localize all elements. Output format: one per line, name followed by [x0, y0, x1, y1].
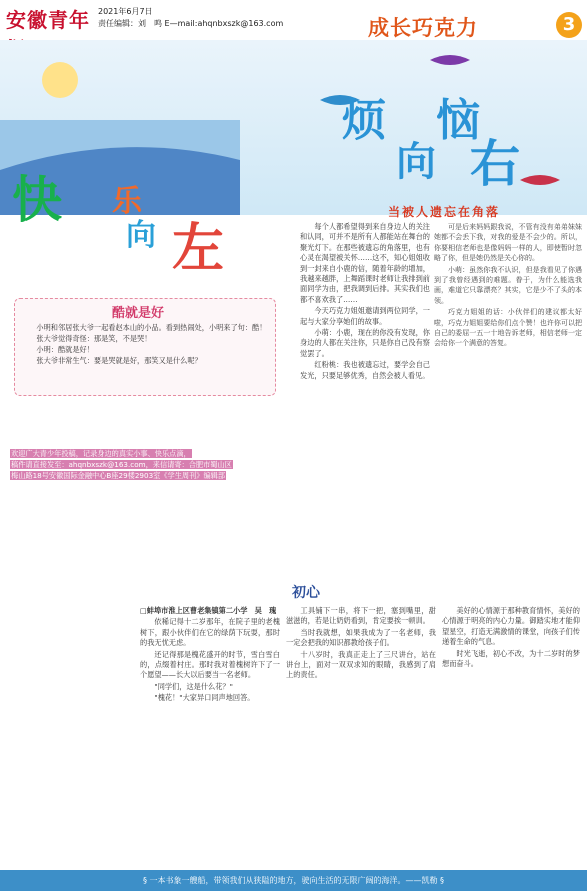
article-paragraph: 每个人都希望得到来自身边人的关注和认同，可并不是所有人都能站在舞台的聚光灯下。在那些被遗忘的角落里，也有心灵在渴望被关怀……这不，知心姐姐收到一封来自小鹿的信，随着年龄的增加，我越来越胖，上舞蹈课时老师让我排到前面同学为由，把我调到后排。其实我们也都不喜欢我了…… [300, 222, 430, 304]
fish-icon [430, 55, 470, 65]
issue-meta [98, 6, 283, 30]
issue-date: 2021年6月7日 [98, 7, 153, 16]
footer-quote: § 一本书象一艘船，带领我们从狭隘的地方，驶向生活的无限广阔的海洋。——凯勒 § [0, 870, 587, 891]
article-paragraph: 十八岁时，我真正走上了三尺讲台，站在讲台上，面对一双双求知的眼睛，我感到了肩上的责任。 [286, 649, 436, 680]
article-paragraph: 红粉桃：我也被遗忘过，要学会自己发光，只要足够优秀，自然会被人看见。 [300, 360, 430, 380]
article-paragraph: 时光飞逝，初心不改，为十二岁时的梦想而奋斗。 [442, 648, 580, 669]
article-paragraph: 依稀记得十二岁那年，在院子里的老槐树下，跟小伙伴们在它的绿荫下玩耍，那时的我无忧无虑。 [140, 617, 280, 648]
byline: □蚌埠市淮上区曹老集镇第二小学 吴 瑰 [140, 606, 277, 615]
article-paragraph: 巧克力姐姐的话：小伙伴们的建议都太好啦，巧克力姐姐要给你们点个赞！也许你可以把自己的委屈一五一十地告诉老师，相信老师一定会给你一个满意的答复。 [434, 308, 582, 348]
article-column-right [434, 222, 582, 552]
hero-char-left-2: 乐 [112, 184, 142, 219]
article-paragraph: 还记得那是槐花盛开的时节，雪白雪白的，点缀着村庄。那时我对着槐树许下了一个愿望——长大以后要当一名老师。 [140, 649, 280, 680]
hero-char-right-1: 烦 [342, 95, 386, 146]
hero-char-left-3: 向 [126, 218, 156, 253]
article-paragraph: 小萌：小鹿，现在的你没有发现，你身边的人都在关注你，只是你自己没有察觉罢了。 [300, 328, 430, 358]
joke-line: 张大爷非常生气：要是哭就是好，那笑又是什么呢？ [36, 356, 202, 365]
section-title: 成长巧克力 [368, 16, 478, 40]
article-subtitle: 当被人遗忘在角落 [388, 205, 501, 219]
bottom-column-3 [442, 606, 580, 726]
bottom-column-1 [140, 606, 280, 858]
article-paragraph: "槐花！"大家异口同声地回答。 [154, 693, 255, 703]
article-column-middle [300, 222, 430, 544]
joke-line: 小明：酷就是好！ [36, 345, 94, 354]
hero-char-right-2: 恼 [436, 95, 480, 146]
hero-char-right-4: 右 [470, 134, 520, 193]
bottom-column-2 [286, 606, 436, 858]
submission-notice [10, 448, 290, 481]
hero-char-right-3: 向 [396, 138, 436, 185]
article-paragraph: 可是后来妈妈跟我说，不管有没有弟弟妹妹她都不会丢下我，对我的爱是不会少的。所以，你要相信老师也是像妈妈一样的人，即使暂时忽略了你，但是她仍然是关心你的。 [434, 223, 582, 263]
article-paragraph: 当时我就想，如果我成为了一名老师，我一定会把我的知识都教给孩子们。 [286, 627, 436, 648]
joke-line: 张大爷觉得奇怪：那是笑，不是哭！ [36, 334, 152, 343]
hero-char-left-1: 快 [12, 170, 62, 229]
masthead-logo: 安徽青年 [6, 8, 90, 32]
joke-text [22, 322, 268, 366]
article-paragraph: 工具铺下一串，将下一把，塞到嘴里，甜滋滋的，若是让奶奶看到，肯定要挨一顿训。 [286, 606, 436, 626]
editor-line [98, 18, 283, 30]
editor-email: E—mail:ahqnbxszk@163.com [164, 19, 284, 28]
notice-line: 梅山路18号安徽国际金融中心B座29楼2903室《学生周刊》编辑部 [11, 471, 226, 480]
hero-char-left-4: 左 [172, 218, 225, 279]
joke-title: 酷就是好 [112, 306, 165, 321]
sun-icon [42, 62, 78, 98]
article-paragraph: 今天巧克力姐姐邀请到两位同学，一起与大家分享她们的故事。 [300, 306, 430, 326]
page-number: 3 [556, 12, 582, 38]
notice-line: 稿件请直接发至：ahqnbxszk@163.com，来信请寄：合肥市蜀山区 [11, 460, 232, 469]
joke-line: 小明和邻居张大爷一起看赵本山的小品。看到热闹处，小明来了句：酷！ [36, 323, 267, 332]
notice-line: 欢迎广大青少年投稿，记录身边的真实小事、快乐点滴， [11, 449, 191, 458]
fish-icon [520, 175, 560, 185]
article-paragraph: "同学们，这是什么花？" [154, 681, 233, 691]
editor-name: 责任编辑：刘 鸣 [98, 19, 162, 28]
bottom-article-title: 初心 [292, 585, 320, 601]
article-paragraph: 小萌：虽然你我不认识，但是我看见了你遇到了我曾经遇到的难题。眷于，为什么能选我画，难道它只靠漂亮？其实，它是少不了头的本领。 [434, 265, 582, 305]
article-paragraph: 美好的心情源于那种教育情怀，美好的心情源于明亮的内心力量。御踏实地才能仰望星空，打造无满激情的课堂，向孩子们传递着生命的气息。 [442, 606, 580, 647]
